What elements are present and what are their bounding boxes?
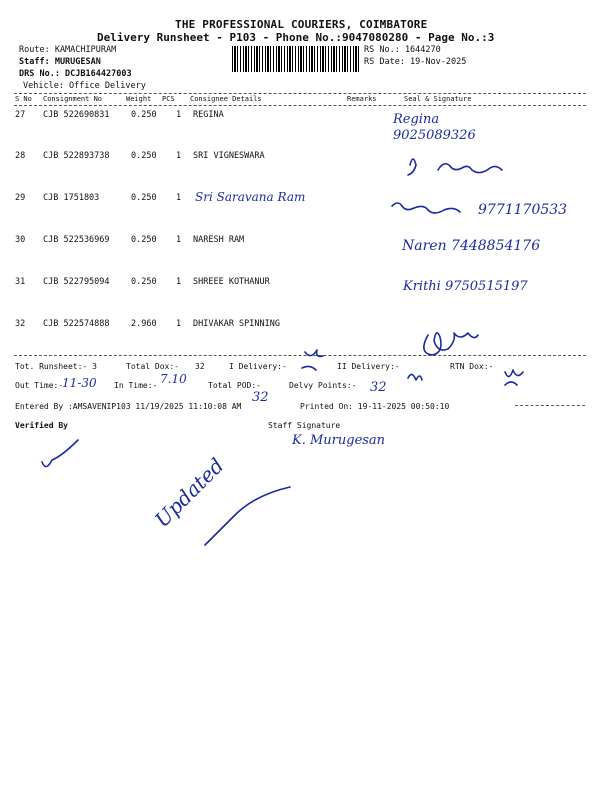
row-signature: 9771170533: [478, 202, 568, 218]
delivery-scribble: [302, 350, 323, 370]
row-consignee: SRI VIGNESWARA: [193, 151, 265, 161]
staff-signature-label: Staff Signature: [268, 421, 341, 430]
rtn-scribble: [505, 370, 523, 385]
row-weight: 0.250: [131, 151, 157, 161]
vehicle-label: Vehicle: Office Delivery: [23, 81, 146, 91]
staff-label: Staff: MURUGESAN: [19, 57, 101, 67]
row-signature: Regina 9025089326: [393, 112, 476, 143]
col-seal-signature: Seal & Signature: [404, 95, 472, 103]
col-consignee: Consignee Details: [190, 95, 262, 103]
runsheet-title: Delivery Runsheet - P103 - Phone No.:9047080280 - Page No.:3: [97, 31, 495, 44]
rs-date: RS Date: 19-Nov-2025: [364, 57, 467, 67]
rtn-dox-label: RTN Dox:-: [450, 362, 494, 371]
row-consignee: DHIVAKAR SPINNING: [193, 319, 280, 329]
row-sno: 28: [15, 151, 26, 161]
out-time-label: Out Time:-: [15, 381, 64, 390]
row-signature: Krithi 9750515197: [403, 279, 528, 294]
row-consignment: CJB 522574888: [43, 319, 110, 329]
drs-number: DRS No.: DCJB164427003: [19, 69, 132, 79]
verified-scribble: [42, 440, 78, 467]
row-weight: 0.250: [131, 110, 157, 120]
row-pcs: 1: [176, 193, 182, 203]
total-dox-value: 32: [195, 362, 205, 371]
route-label: Route: KAMACHIPURAM: [19, 45, 117, 55]
company-title: THE PROFESSIONAL COURIERS, COIMBATORE: [175, 18, 428, 31]
col-sno: S No: [15, 95, 32, 103]
signature-row29-left: [392, 203, 460, 213]
row-weight: 0.250: [131, 235, 157, 245]
row-consignee: SHREEE KOTHANUR: [193, 277, 270, 287]
delvy-points-label: Delvy Points:-: [289, 381, 357, 390]
signature-row28: [408, 159, 502, 175]
verified-by-label: Verified By: [15, 421, 68, 430]
row-sno: 27: [15, 110, 26, 120]
footer-rule: [515, 405, 585, 406]
row-pcs: 1: [176, 235, 182, 245]
tot-runsheet: Tot. Runsheet:- 3: [15, 362, 97, 371]
sig-mark-a: [408, 374, 422, 380]
row-pcs: 1: [176, 110, 182, 120]
i-delivery-label: I Delivery:-: [229, 362, 287, 371]
updated-note: Updated: [150, 453, 229, 532]
in-time-value: 7.10: [160, 372, 187, 386]
total-dox-label: Total Dox:-: [126, 362, 179, 371]
row-consignment: CJB 522690831: [43, 110, 110, 120]
row-pcs: 1: [176, 151, 182, 161]
col-weight: Weight: [126, 95, 152, 103]
col-consignment: Consignment No: [43, 95, 103, 103]
printed-on: Printed On: 19-11-2025 00:50:10: [300, 402, 450, 411]
signature-row32: [424, 333, 478, 355]
in-time-label: In Time:-: [114, 381, 158, 390]
row-sno: 30: [15, 235, 26, 245]
col-remarks: Remarks: [347, 95, 377, 103]
total-pod-value: 32: [252, 390, 269, 405]
row-pcs: 1: [176, 319, 182, 329]
row-consignment: CJB 522536969: [43, 235, 110, 245]
row-consignee: REGINA: [193, 110, 224, 120]
row-sno: 29: [15, 193, 26, 203]
row-consignment: CJB 522795094: [43, 277, 110, 287]
row-consignment: CJB 522893738: [43, 151, 110, 161]
header-bottom-rule: [14, 105, 586, 106]
rows-bottom-rule: [14, 355, 586, 356]
out-time-value: 11-30: [62, 376, 97, 390]
row-pcs: 1: [176, 277, 182, 287]
row-sno: 31: [15, 277, 26, 287]
updated-underline: [205, 487, 290, 545]
row-consignee: NARESH RAM: [193, 235, 245, 245]
row-consignment: CJB 1751803: [43, 193, 100, 203]
total-pod-label: Total POD:-: [208, 381, 261, 390]
row-handwritten-consignee: Sri Saravana Ram: [195, 190, 306, 204]
row-weight: 2.960: [131, 319, 157, 329]
row-signature: Naren 7448854176: [402, 238, 541, 254]
row-weight: 0.250: [131, 277, 157, 287]
header-top-rule: [14, 93, 586, 94]
barcode-image: [232, 46, 360, 72]
col-pcs: PCS: [162, 95, 175, 103]
row-sno: 32: [15, 319, 26, 329]
rs-number: RS No.: 1644270: [364, 45, 441, 55]
row-weight: 0.250: [131, 193, 157, 203]
delvy-points-value: 32: [370, 380, 387, 395]
ii-delivery-label: II Delivery:-: [337, 362, 400, 371]
staff-signature-value: K. Murugesan: [292, 433, 386, 448]
entered-by: Entered By :AMSAVENIP103 11/19/2025 11:10:08 AM: [15, 402, 242, 411]
